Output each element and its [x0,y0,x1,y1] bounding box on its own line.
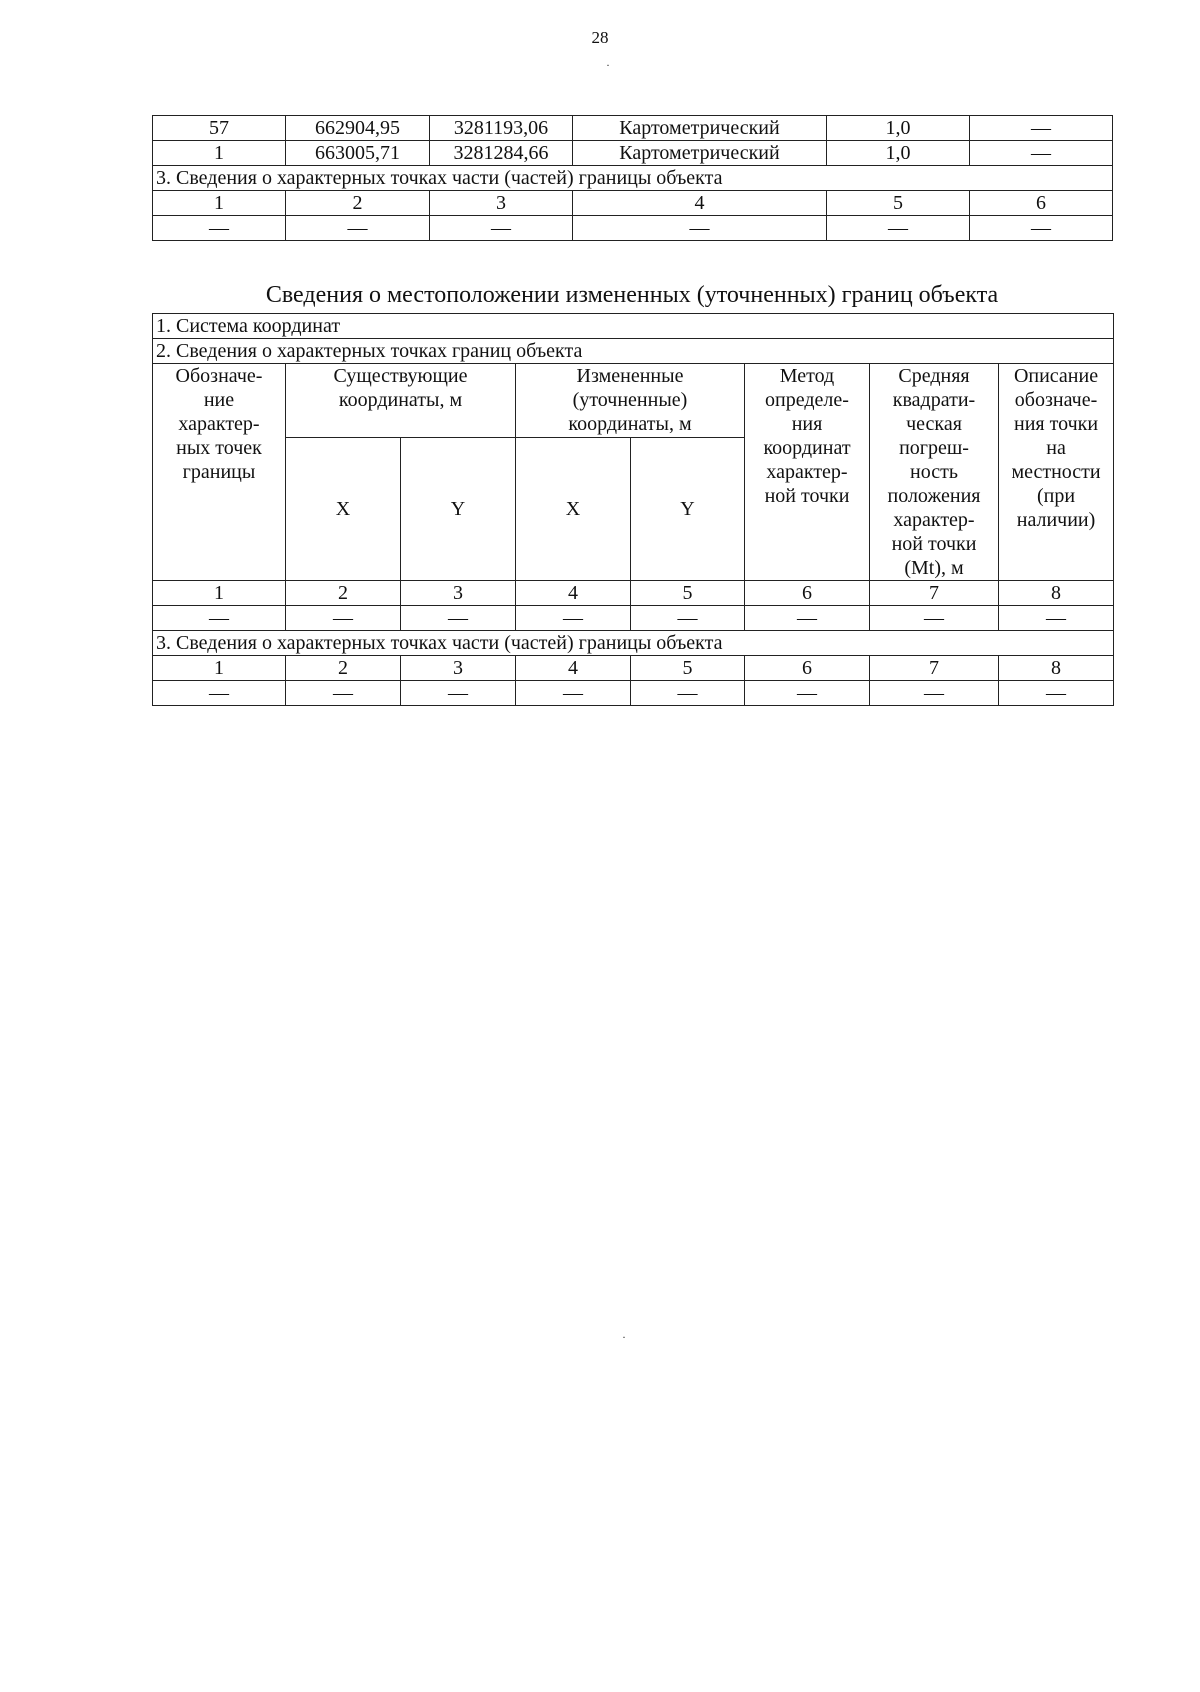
header-method: Метод определе- ния координат характер- ной точки [745,364,870,581]
dash-cell: — [999,681,1114,706]
dash-cell: — [286,681,401,706]
column-number: 1 [153,191,286,216]
dash-cell: — [430,216,573,241]
header-y: Y [401,438,516,581]
section-row [153,631,1114,656]
column-number: 5 [631,656,745,681]
dash-cell: — [516,681,631,706]
column-number: 5 [631,581,745,606]
section-2-title: 2. Сведения о характерных точках границ объекта [153,339,1114,364]
header-existing-coords: Существующие координаты, м [286,364,516,438]
table-cell: 3281284,66 [430,141,573,166]
column-number: 1 [153,581,286,606]
column-number: 5 [827,191,970,216]
table-cell: 3281193,06 [430,116,573,141]
dash-cell: — [870,606,999,631]
table-cell: — [970,116,1113,141]
section-3-title: 3. Сведения о характерных точках части (частей) границы объекта [153,631,1114,656]
scan-speck: · [622,1330,626,1344]
dash-cell: — [286,606,401,631]
page-number: 28 [591,28,609,47]
section-3-title: 3. Сведения о характерных точках части (частей) границы объекта [153,166,1113,191]
table-cell: 1,0 [827,116,970,141]
table-row [153,116,1113,141]
dash-cell: — [401,681,516,706]
column-number: 7 [870,581,999,606]
column-numbers-row [153,581,1114,606]
dash-cell: — [631,606,745,631]
dash-cell: — [516,606,631,631]
column-number: 4 [516,581,631,606]
column-numbers-row [153,191,1113,216]
header-row [153,364,1114,438]
dash-cell: — [745,606,870,631]
column-numbers-row [153,656,1114,681]
dash-cell: — [153,216,286,241]
dash-cell: — [153,681,286,706]
changed-boundaries-table [152,313,1114,706]
header-description: Описание обозначе- ния точки на местности (при наличии) [999,364,1114,581]
column-number: 4 [573,191,827,216]
column-number: 3 [401,581,516,606]
dash-cell: — [827,216,970,241]
column-number: 2 [286,581,401,606]
table-cell: — [970,141,1113,166]
column-number: 2 [286,191,430,216]
column-number: 4 [516,656,631,681]
section-row [153,339,1114,364]
header-x: X [516,438,631,581]
table-cell: 663005,71 [286,141,430,166]
column-number: 8 [999,656,1114,681]
column-number: 3 [401,656,516,681]
table-cell: 662904,95 [286,116,430,141]
column-number: 3 [430,191,573,216]
section-row [153,314,1114,339]
dash-cell: — [401,606,516,631]
empty-row [153,216,1113,241]
column-number: 6 [745,581,870,606]
empty-row [153,681,1114,706]
section-1-title: 1. Система координат [153,314,1114,339]
dash-cell: — [999,606,1114,631]
table-cell: Картометрический [573,116,827,141]
section-row [153,166,1113,191]
dash-cell: — [286,216,430,241]
empty-row [153,606,1114,631]
table-cell: 57 [153,116,286,141]
dash-cell: — [631,681,745,706]
header-changed-coords: Измененные (уточненные) координаты, м [516,364,745,438]
column-number: 6 [970,191,1113,216]
scan-speck: · [606,58,610,72]
header-mean-error: Средняя квадрати- ческая погреш- ность положения характер- ной точки (Mt), м [870,364,999,581]
header-point-designation: Обозначе- ние характер- ных точек границы [153,364,286,581]
table-cell: 1 [153,141,286,166]
table-row [153,141,1113,166]
points-table-continued [152,115,1113,241]
column-number: 7 [870,656,999,681]
column-number: 1 [153,656,286,681]
table-cell: 1,0 [827,141,970,166]
dash-cell: — [745,681,870,706]
column-number: 8 [999,581,1114,606]
dash-cell: — [573,216,827,241]
dash-cell: — [153,606,286,631]
header-y: Y [631,438,745,581]
section-title: Сведения о местоположении измененных (уточненных) границ объекта [265,282,999,308]
dash-cell: — [870,681,999,706]
header-x: X [286,438,401,581]
table-cell: Картометрический [573,141,827,166]
column-number: 6 [745,656,870,681]
column-number: 2 [286,656,401,681]
dash-cell: — [970,216,1113,241]
